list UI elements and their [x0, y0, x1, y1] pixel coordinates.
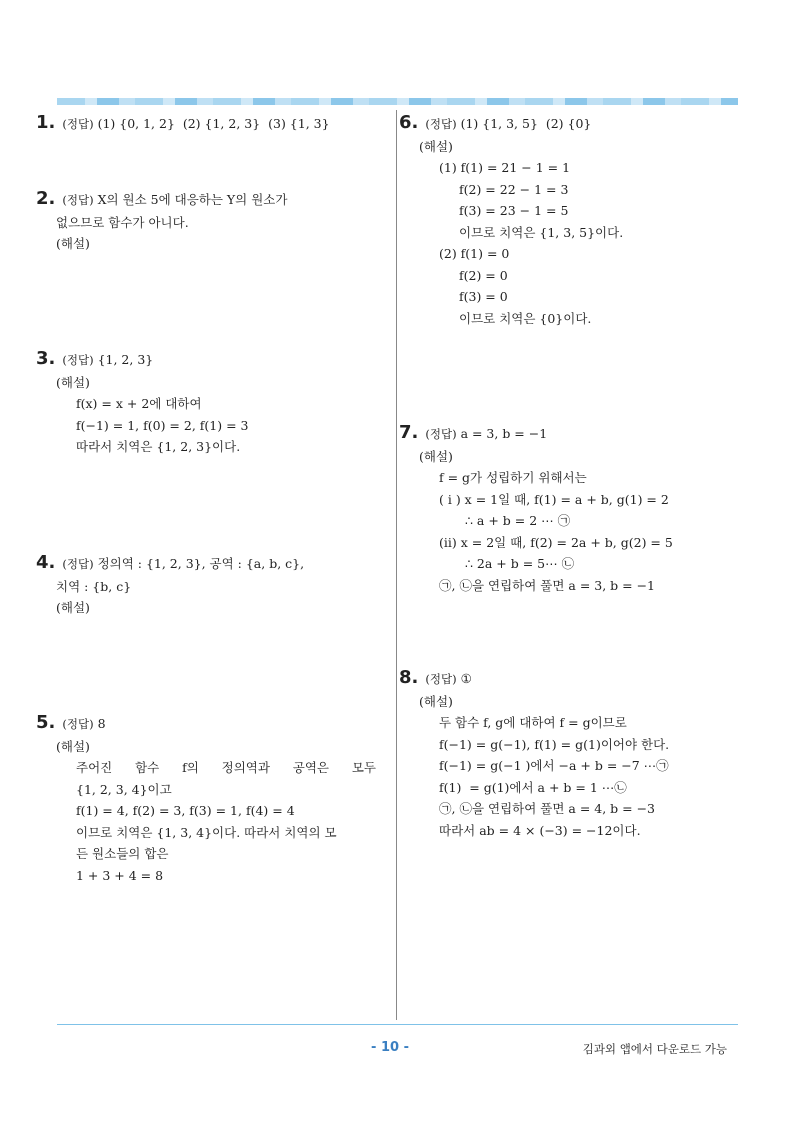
- answer-label: (정답): [62, 557, 94, 571]
- answer-label: (정답): [62, 193, 94, 207]
- problem-number: 2.: [36, 188, 56, 209]
- explanation-label: (해설): [56, 236, 90, 251]
- column-divider: [396, 110, 397, 1020]
- problem-number: 5.: [36, 712, 56, 733]
- answer-text: X의 원소 5에 대응하는 Y의 원소가: [97, 192, 288, 207]
- problem-number: 6.: [399, 112, 419, 133]
- answer-text: (1) {0, 1, 2} (2) {1, 2, 3} (3) {1, 3}: [97, 116, 330, 131]
- problem-3: [36, 348, 376, 458]
- text-line: 이므로 치역은 {0}이다.: [459, 310, 592, 326]
- text-line: f(−1) = g(−1), f(1) = g(1)이어야 한다.: [439, 736, 670, 752]
- footer-rule: [57, 1024, 738, 1025]
- answer-text: (1) {1, 3, 5} (2) {0}: [460, 116, 592, 131]
- explanation-label: (해설): [56, 738, 90, 754]
- problem-number: 8.: [399, 667, 419, 688]
- text-line: ∴ 2a + b = 5⋯ ㉡: [465, 556, 575, 571]
- footer-text: 김과외 앱에서 다운로드 가능: [582, 1042, 727, 1056]
- explanation-label: (해설): [419, 693, 453, 709]
- problem-number: 3.: [36, 348, 56, 369]
- text-line: 1 + 3 + 4 = 8: [76, 867, 164, 883]
- explanation-label: (해설): [56, 374, 90, 390]
- answer-label: (정답): [62, 353, 94, 367]
- text-line: 따라서 ab = 4 × (−3) = −12이다.: [439, 822, 641, 838]
- text-line: f(−1) = g(−1 )에서 −a + b = −7 ⋯㉠: [439, 758, 669, 773]
- problem-6: [399, 112, 739, 329]
- answer-text: {1, 2, 3}: [97, 352, 154, 367]
- text-line: 든 원소들의 합은: [76, 846, 169, 861]
- problem-8: [399, 667, 739, 841]
- text-line: 치역 : {b, c}: [56, 578, 132, 594]
- answer-label: (정답): [62, 117, 94, 131]
- explanation-label: (해설): [419, 138, 453, 154]
- text-line: (ii) x = 2일 때, f(2) = 2a + b, g(2) = 5: [439, 534, 673, 550]
- text-line: ㉠, ㉡을 연립하여 풀면 a = 4, b = −3: [439, 801, 656, 816]
- text-line: f(2) = 0: [459, 267, 508, 283]
- text-line: {1, 2, 3, 4}이고: [76, 781, 172, 797]
- text-line: f(−1) = 1, f(0) = 2, f(1) = 3: [76, 417, 249, 433]
- answer-label: (정답): [425, 117, 457, 131]
- answer-text: 8: [97, 716, 106, 731]
- text-line: f(3) = 0: [459, 289, 508, 304]
- text-line: 없으므로 함수가 아니다.: [56, 214, 189, 230]
- header-band: [57, 98, 738, 105]
- problem-2: [36, 188, 376, 255]
- answer-label: (정답): [425, 427, 457, 441]
- text-line: f(1) = 4, f(2) = 3, f(3) = 1, f(4) = 4: [76, 803, 295, 818]
- page-number: - 10 -: [371, 1040, 409, 1055]
- problem-number: 7.: [399, 422, 419, 443]
- problem-4: [36, 552, 376, 619]
- problem-number: 1.: [36, 112, 56, 133]
- problem-5: [36, 712, 376, 886]
- answer-text: ①: [460, 671, 472, 686]
- text-line: f(x) = x + 2에 대하여: [76, 396, 202, 411]
- text-line: f(2) = 22 − 1 = 3: [459, 181, 569, 197]
- explanation-label: (해설): [56, 600, 90, 615]
- problem-7: [399, 422, 739, 596]
- text-line: 따라서 치역은 {1, 2, 3}이다.: [76, 439, 241, 454]
- problem-1: [36, 112, 386, 136]
- answer-text: 정의역 : {1, 2, 3}, 공역 : {a, b, c},: [97, 556, 305, 571]
- text-line: ( i ) x = 1일 때, f(1) = a + b, g(1) = 2: [439, 491, 669, 507]
- answer-label: (정답): [62, 717, 94, 731]
- explanation-label: (해설): [419, 448, 453, 464]
- text-line: f(1) = g(1)에서 a + b = 1 ⋯㉡: [439, 779, 627, 795]
- text-line: (1) f(1) = 21 − 1 = 1: [439, 160, 571, 175]
- text-line: ∴ a + b = 2 ⋯ ㉠: [465, 513, 571, 528]
- text-line: 주어진 함수 f의 정의역과 공역은 모두: [76, 760, 376, 775]
- text-line: f(3) = 23 − 1 = 5: [459, 203, 569, 218]
- text-line: f = g가 성립하기 위해서는: [439, 470, 587, 485]
- text-line: 이므로 치역은 {1, 3, 4}이다. 따라서 치역의 모: [76, 824, 337, 840]
- text-line: (2) f(1) = 0: [439, 246, 510, 261]
- problem-number: 4.: [36, 552, 56, 573]
- text-line: ㉠, ㉡을 연립하여 풀면 a = 3, b = −1: [439, 577, 656, 593]
- answer-text: a = 3, b = −1: [460, 426, 548, 441]
- text-line: 이므로 치역은 {1, 3, 5}이다.: [459, 224, 624, 240]
- text-line: 두 함수 f, g에 대하여 f = g이므로: [439, 715, 627, 730]
- answer-label: (정답): [425, 672, 457, 686]
